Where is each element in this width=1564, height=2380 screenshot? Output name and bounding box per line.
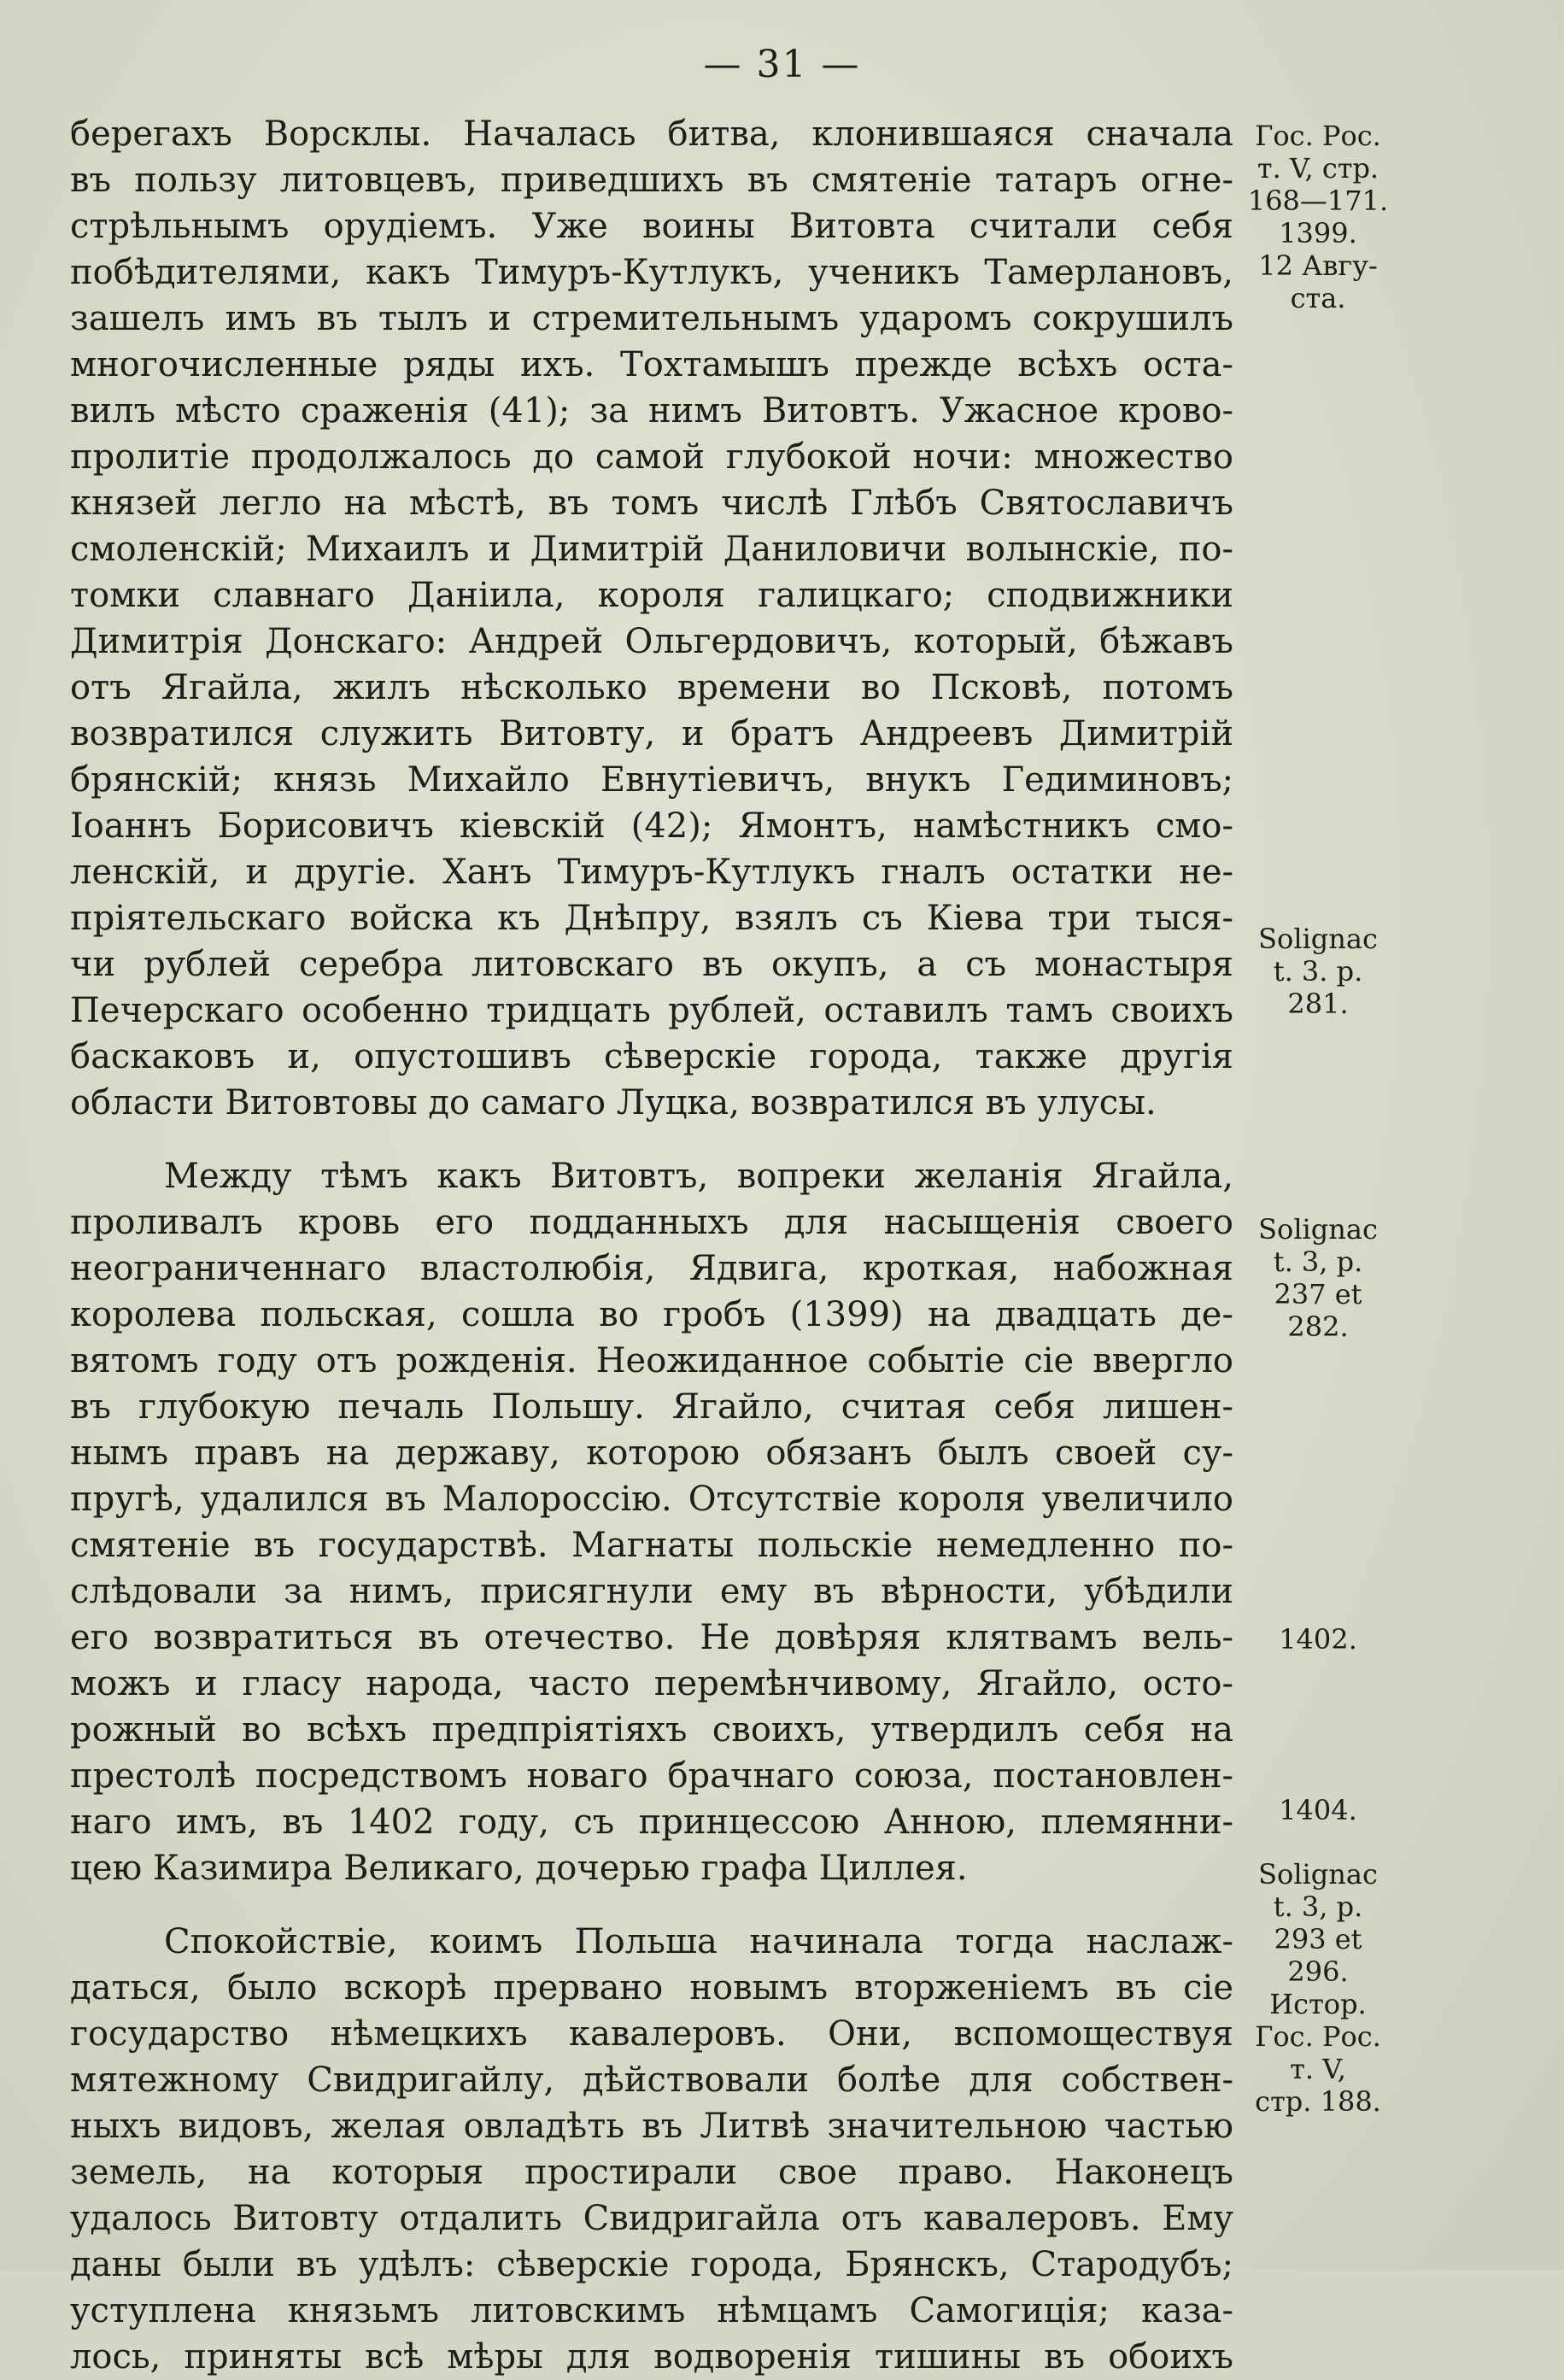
text-line: нымъ правъ на державу, которою обязанъ былъ своей су-: [70, 1433, 1233, 1473]
text-line: престолѣ посредствомъ новаго брачнаго союза, постановлен-: [70, 1756, 1233, 1796]
text-line: вятомъ году отъ рожденiя. Неожиданное событiе сiе ввергло: [70, 1341, 1233, 1381]
text-line: въ глубокую печаль Польшу. Ягайло, считая себя лишен-: [70, 1387, 1233, 1427]
text-line: области Витовтовы до самаго Луцка, возвратился въ улусы.: [70, 1083, 1157, 1123]
text-line: уступлена князьмъ литовскимъ нѣмцамъ Самогицiя; каза-: [70, 2291, 1233, 2330]
margin-note-line: Истор.: [1269, 1988, 1367, 2020]
text-line: мятежному Свидригайлу, дѣйствовали болѣе для собствен-: [70, 2061, 1233, 2100]
text-line: рожный во всѣхъ предпрiятiяхъ своихъ, утвердилъ себя на: [70, 1710, 1233, 1750]
page-number: — 31 —: [703, 43, 861, 86]
text-line: земель, на которыя простирали свое право. Наконецъ: [70, 2153, 1233, 2192]
text-line: зашелъ имъ въ тылъ и стремительнымъ ударомъ сокрушилъ: [70, 299, 1233, 338]
text-line: берегахъ Ворсклы. Началась битва, клонившаяся сначала: [70, 114, 1233, 154]
text-line: лось, приняты всѣ мѣры для водворенiя тишины въ обоихъ: [70, 2337, 1233, 2377]
text-line: чи рублей серебра литовскаго въ окупъ, а съ монастыря: [70, 945, 1233, 984]
text-line: въ пользу литовцевъ, приведшихъ въ смятенiе татаръ огне-: [70, 161, 1233, 200]
text-line: баскаковъ и, опустошивъ сѣверскiе города, также другiя: [70, 1037, 1233, 1076]
margin-note-line: 293 et: [1274, 1923, 1362, 1955]
text-line: Между тѣмъ какъ Витовтъ, вопреки желанiя Ягайла,: [164, 1157, 1233, 1196]
text-line: ленскiй, и другiе. Ханъ Тимуръ-Кутлукъ гналъ остатки не-: [70, 853, 1233, 892]
text-line: его возвратиться въ отечество. Не довѣряя клятвамъ вель-: [70, 1618, 1233, 1657]
margin-note-line: т. V, стр.: [1256, 152, 1379, 185]
text-line: князей легло на мѣстѣ, въ томъ числѣ Глѣбъ Святославичъ: [70, 484, 1233, 523]
paragraph-3: [70, 1919, 1233, 2380]
text-line: вилъ мѣсто сраженiя (41); за нимъ Витовтъ. Ужасное крово-: [70, 391, 1233, 431]
text-line: слѣдовали за нимъ, присягнули ему въ вѣрности, убѣдили: [70, 1572, 1233, 1611]
margin-note-line: 1402.: [1279, 1623, 1357, 1656]
text-line: ныхъ видовъ, желая овладѣть въ Литвѣ значительною частью: [70, 2107, 1233, 2146]
margin-note-line: 296.: [1287, 1955, 1349, 1988]
text-line: брянскiй; князь Михайло Евнутiевичъ, внукъ Гедиминовъ;: [70, 760, 1233, 800]
text-line: удалось Витовту отдалить Свидригайла отъ кавалеровъ. Ему: [70, 2199, 1233, 2238]
paragraph-1: [70, 111, 1233, 1126]
text-line: Печерскаго особенно тридцать рублей, оставилъ тамъ своихъ: [70, 991, 1233, 1030]
margin-note-line: Гос. Рос.: [1255, 120, 1381, 152]
text-line: отъ Ягайла, жилъ нѣсколько времени во Псковѣ, потомъ: [70, 668, 1233, 707]
margin-note-line: 237 et: [1274, 1278, 1362, 1310]
margin-note-4: [1237, 1623, 1399, 1656]
text-line: даться, было вскорѣ прервано новымъ вторженiемъ въ сiе: [70, 1968, 1233, 2008]
margin-note-line: Solignac: [1258, 1858, 1378, 1891]
text-line: королева польская, сошла во гробъ (1399) на двадцать де-: [70, 1295, 1233, 1334]
margin-note-line: 281.: [1287, 988, 1349, 1020]
text-line: цею Казимира Великаго, дочерью графа Циллея.: [70, 1849, 968, 1888]
text-line: пролитiе продолжалось до самой глубокой ночи: множество: [70, 437, 1233, 477]
text-line: наго имъ, въ 1402 году, съ принцессою Анною, племянни-: [70, 1803, 1233, 1842]
margin-note-line: 1399.: [1279, 217, 1357, 249]
margin-note-5: [1237, 1794, 1399, 1826]
margin-note-line: т. V,: [1290, 2053, 1346, 2085]
margin-note-line: Гос. Рос.: [1255, 2020, 1381, 2053]
text-line: побѣдителями, какъ Тимуръ-Кутлукъ, ученикъ Тамерлановъ,: [70, 253, 1233, 292]
margin-note-line: t. 3, p.: [1273, 1246, 1363, 1278]
margin-note-line: Solignac: [1258, 923, 1378, 955]
margin-note-line: t. 3, p.: [1273, 1891, 1363, 1923]
text-line: неограниченнаго властолюбiя, Ядвига, кроткая, набожная: [70, 1249, 1233, 1288]
margin-note-line: Solignac: [1258, 1213, 1378, 1246]
text-line: томки славнаго Данiила, короля галицкаго; сподвижники: [70, 576, 1233, 615]
margin-note-line: стр. 188.: [1255, 2085, 1381, 2118]
margin-note-line: t. 3. p.: [1273, 955, 1363, 988]
text-line: даны были въ удѣлъ: сѣверскiе города, Брянскъ, Стародубъ;: [70, 2245, 1233, 2284]
main-text: [70, 111, 1233, 2380]
margin-note-6: [1237, 1858, 1399, 2118]
paragraph-2: [70, 1153, 1233, 1891]
margin-note-line: 168—171.: [1247, 185, 1389, 217]
margin-note-line: 1404.: [1279, 1794, 1357, 1826]
text-line: Димитрiя Донскаго: Андрей Ольгердовичъ, который, бѣжавъ: [70, 622, 1233, 661]
text-line: можъ и гласу народа, часто перемѣнчивому, Ягайло, осто-: [70, 1664, 1233, 1703]
text-line: проливалъ кровь его подданныхъ для насыщенiя своего: [70, 1203, 1233, 1242]
margin-note-2: [1237, 923, 1399, 1020]
text-line: стрѣльнымъ орудiемъ. Уже воины Витовта считали себя: [70, 207, 1233, 246]
margin-note-3: [1237, 1213, 1399, 1343]
text-line: смятенiе въ государствѣ. Магнаты польскiе немедленно по-: [70, 1526, 1233, 1565]
text-line: Iоаннъ Борисовичъ кiевскiй (42); Ямонтъ, намѣстникъ смо-: [70, 806, 1233, 846]
text-line: Спокойствiе, коимъ Польша начинала тогда наслаж-: [164, 1922, 1233, 1961]
text-line: прiятельскаго войска къ Днѣпру, взялъ съ Кiева три тыся-: [70, 899, 1233, 938]
margin-note-line: 12 Авгу-: [1258, 249, 1378, 282]
text-line: смоленскiй; Михаилъ и Димитрiй Даниловичи волынскiе, по-: [70, 530, 1233, 569]
margin-note-line: 282.: [1287, 1310, 1349, 1343]
text-line: государство нѣмецкихъ кавалеровъ. Они, вспомоществуя: [70, 2014, 1233, 2054]
text-line: многочисленные ряды ихъ. Тохтамышъ прежде всѣхъ оста-: [70, 345, 1233, 384]
margin-note-line: ста.: [1290, 282, 1346, 314]
text-line: возвратился служить Витовту, и братъ Андреевъ Димитрiй: [70, 714, 1233, 753]
text-line: пругѣ, удалился въ Малороссiю. Отсутствiе короля увеличило: [70, 1480, 1233, 1519]
margin-note-1: [1237, 120, 1399, 314]
